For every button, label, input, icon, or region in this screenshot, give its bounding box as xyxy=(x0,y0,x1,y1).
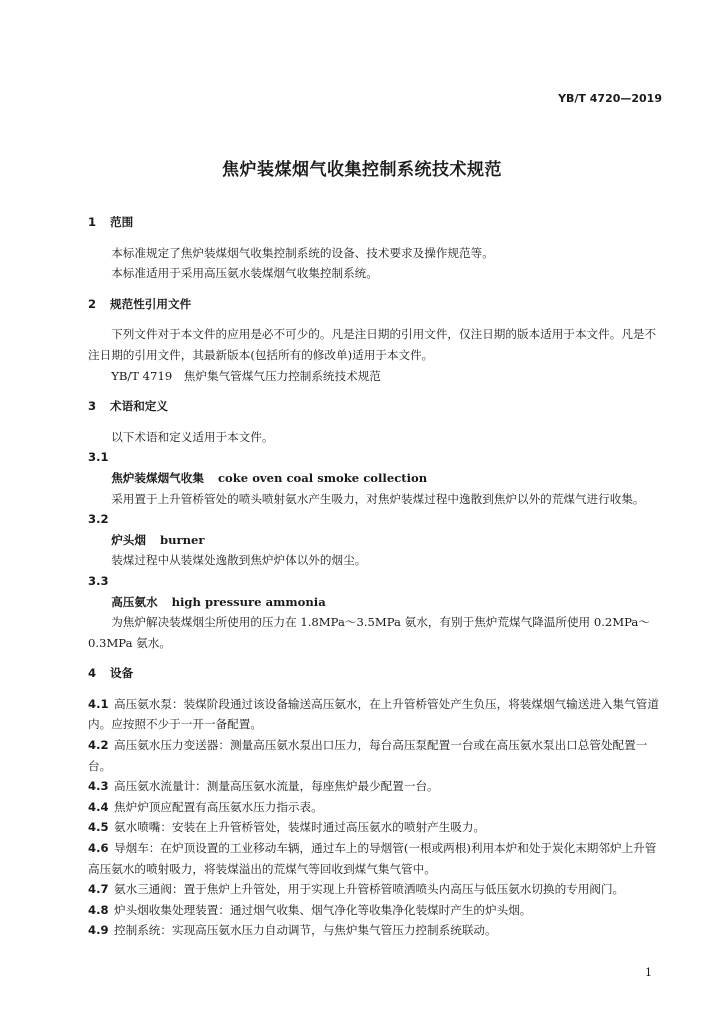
term-name xyxy=(88,468,662,489)
section-1-heading xyxy=(88,212,662,233)
section-title: 术语和定义 xyxy=(110,399,168,414)
term-en: burner xyxy=(159,532,205,547)
item-number: 4.2 xyxy=(88,738,109,753)
item-text: 焦炉炉顶应配置有高压氨水压力指示表。 xyxy=(114,799,323,814)
term-en: coke oven coal smoke collection xyxy=(217,470,428,485)
section-title: 设备 xyxy=(110,666,134,681)
item-number: 4.7 xyxy=(88,882,109,897)
equipment-item xyxy=(88,838,662,879)
equipment-item xyxy=(88,735,662,776)
section-title: 规范性引用文件 xyxy=(110,296,192,311)
term-en: high pressure ammonia xyxy=(171,594,326,609)
item-number: 4.5 xyxy=(88,820,109,835)
item-text: 氨水喷嘴：安装在上升管桥管处，装煤时通过高压氨水的喷射产生吸力。 xyxy=(114,820,486,835)
section-4-heading xyxy=(88,663,662,684)
equipment-item xyxy=(88,920,662,941)
equipment-item xyxy=(88,817,662,838)
page-number: 1 xyxy=(645,966,652,979)
document-title: 焦炉装煤烟气收集控制系统技术规范 xyxy=(222,160,502,180)
equipment-item xyxy=(88,694,662,735)
item-number: 4.1 xyxy=(88,696,109,711)
item-text: 导烟车：在炉顶设置的工业移动车辆，通过车上的导烟管(一根或两根)利用本炉和处于炭化末期邻炉上升管高压氨水的喷射吸力，将装煤溢出的荒煤气等回收到煤气集气管中。 xyxy=(88,841,657,876)
item-number: 4.4 xyxy=(88,799,109,814)
section-2-heading xyxy=(88,294,662,315)
normative-reference: YB/T 4719 焦炉集气管煤气压力控制系统技术规范 xyxy=(111,368,381,383)
section-3-heading xyxy=(88,396,662,417)
paragraph: 下列文件对于本文件的应用是必不可少的。凡是注日期的引用文件，仅注日期的版本适用于本文件。凡是不注日期的引用文件，其最新版本(包括所有的修改单)适用于本文件。 xyxy=(88,327,657,362)
term-zh: 炉头烟 xyxy=(111,532,146,547)
term-definition: 为焦炉解决装煤烟尘所使用的压力在 1.8MPa～3.5MPa 氨水，有别于焦炉荒煤气降温所使用 0.2MPa～0.3MPa 氨水。 xyxy=(88,615,650,650)
equipment-item xyxy=(88,797,662,818)
section-title: 范围 xyxy=(110,215,134,229)
item-number: 4.9 xyxy=(88,923,109,938)
item-text: 高压氨水压力变送器：测量高压氨水泵出口压力，每台高压泵配置一台或在高压氨水泵出口总管处配置一台。 xyxy=(88,738,648,773)
section-number: 3 xyxy=(88,399,97,414)
term-name xyxy=(88,530,662,551)
item-number: 4.6 xyxy=(88,841,109,856)
item-text: 高压氨水泵：装煤阶段通过该设备输送高压氨水，在上升管桥管处产生负压，将装煤烟气输送进入集气管道内。应按照不少于一开一备配置。 xyxy=(88,696,659,732)
term-number: 3.2 xyxy=(88,512,109,527)
term-zh: 高压氨水 xyxy=(111,594,158,609)
paragraph: 以下术语和定义适用于本文件。 xyxy=(111,429,274,444)
document-body xyxy=(88,212,662,941)
item-number: 4.3 xyxy=(88,779,109,794)
term-number: 3.3 xyxy=(88,573,109,588)
item-text: 氨水三通阀：置于焦炉上升管处，用于实现上升管桥管喷洒喷头内高压与低压氨水切换的专用阀门。 xyxy=(114,882,625,897)
term-zh: 焦炉装煤烟气收集 xyxy=(111,470,204,485)
item-text: 高压氨水流量计：测量高压氨水流量，每座焦炉最少配置一台。 xyxy=(114,779,439,794)
term-number: 3.1 xyxy=(88,450,109,465)
section-number: 1 xyxy=(88,215,97,229)
section-number: 4 xyxy=(88,666,97,681)
paragraph: 本标准规定了焦炉装煤烟气收集控制系统的设备、技术要求及操作规范等。 xyxy=(111,245,494,260)
section-number: 2 xyxy=(88,296,97,311)
equipment-item xyxy=(88,900,662,921)
term-name xyxy=(88,592,662,613)
term-definition: 装煤过程中从装煤处逸散到焦炉炉体以外的烟尘。 xyxy=(111,553,367,568)
paragraph: 本标准适用于采用高压氨水装煤烟气收集控制系统。 xyxy=(111,266,378,281)
item-text: 炉头烟收集处理装置：通过烟气收集、烟气净化等收集净化装煤时产生的炉头烟。 xyxy=(114,902,532,917)
equipment-item xyxy=(88,776,662,797)
equipment-item xyxy=(88,879,662,900)
standard-code: YB/T 4720—2019 xyxy=(558,92,662,105)
item-number: 4.8 xyxy=(88,902,109,917)
item-text: 控制系统：实现高压氨水压力自动调节，与焦炉集气管压力控制系统联动。 xyxy=(114,923,497,938)
term-definition: 采用置于上升管桥管处的喷头喷射氨水产生吸力，对焦炉装煤过程中逸散到焦炉以外的荒煤气进行收集。 xyxy=(111,491,645,506)
